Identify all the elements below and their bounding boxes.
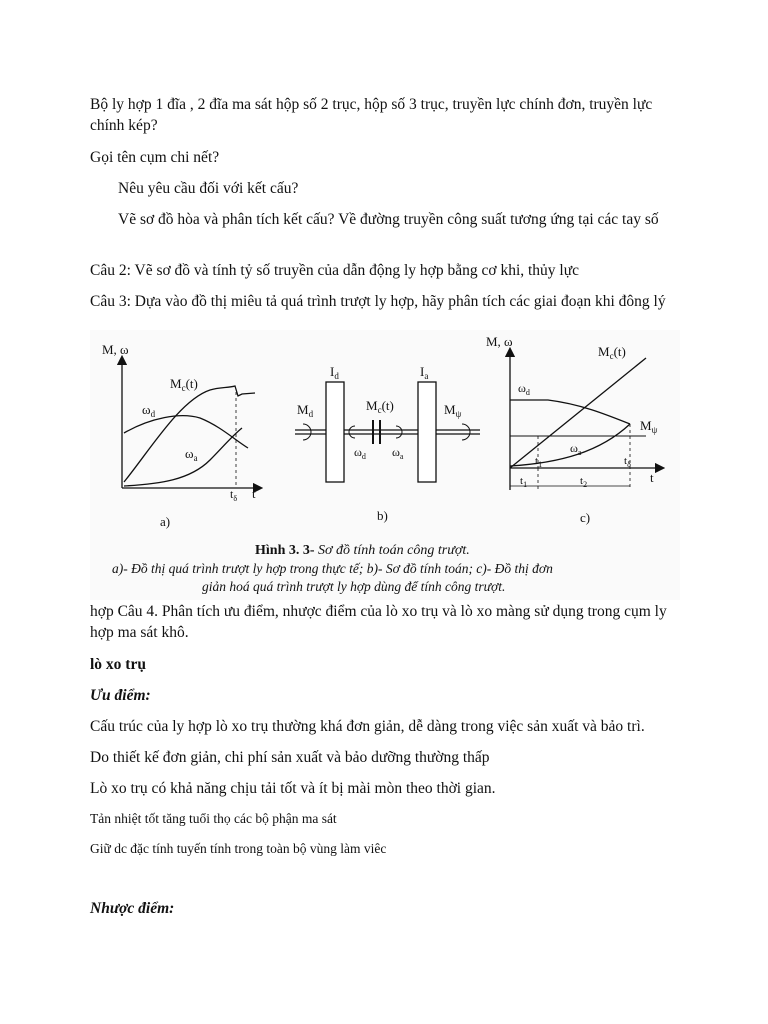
question-name-parts: Gọi tên cụm chi nết? bbox=[90, 149, 220, 166]
graph-a-wa-curve bbox=[124, 428, 242, 486]
graph-a-caption: a) bbox=[160, 514, 171, 529]
figure-caption-line1: Hình 3. 3- Sơ đồ tính toán công trượt. bbox=[255, 543, 470, 558]
graph-a-t-label: t bbox=[252, 486, 256, 501]
graph-a-ylabel: M, ω bbox=[102, 342, 129, 357]
diagram-b bbox=[295, 364, 480, 523]
heading-advantages: Ưu điểm: bbox=[90, 687, 151, 704]
question-3: Câu 3: Dựa vào đồ thị miêu tả quá trình trượt ly hợp, hãy phân tích các giai đoạn khi đông lý bbox=[90, 293, 666, 310]
graph-c-mc-label: $M_c(t)$ bbox=[598, 344, 626, 361]
question-1: Bộ ly hợp 1 đĩa , 2 đĩa ma sát hộp số 2 trục, hộp số 3 trục, truyền lực chính đơn, truyền lực chính kép? bbox=[90, 96, 653, 134]
heading-disadvantages: Nhược điểm: bbox=[90, 900, 175, 917]
graph-c-t1-label: $t_1$ bbox=[535, 455, 543, 469]
graph-c-wd-curve bbox=[510, 400, 630, 424]
graph-c-caption: c) bbox=[580, 510, 591, 525]
diagram-b-ia: $I_a$ bbox=[420, 364, 429, 381]
diagram-b-wa: $\omega_a$ bbox=[392, 445, 404, 461]
graph-a-tdelta-label: $t_\delta$ bbox=[230, 487, 238, 503]
diagram-b-mpsi: $M_\psi$ bbox=[444, 402, 462, 419]
diagram-b-wd: $\omega_d$ bbox=[354, 445, 366, 461]
graph-c-ylabel: M, ω bbox=[486, 334, 513, 349]
advantage-2: Do thiết kế đơn giản, chi phí sản xuất và bảo dưỡng thường thấp bbox=[90, 749, 490, 766]
advantage-4: Tản nhiệt tốt tăng tuổi thọ các bộ phận ma sát bbox=[90, 811, 337, 826]
graph-c bbox=[486, 334, 660, 525]
graph-a-wd-label: $\omega_d$ bbox=[142, 402, 156, 419]
graph-a bbox=[102, 342, 258, 529]
question-diagram bbox=[118, 209, 690, 230]
graph-c-span1: $t_1$ bbox=[520, 475, 528, 489]
figure-caption-line3: giản hoá quá trình trượt ly hợp dùng để tính công trượt. bbox=[202, 579, 506, 594]
advantage-1: Cấu trúc của ly hợp lò xo trụ thường khá đơn giản, dễ dàng trong việc sản xuất và bảo trì. bbox=[90, 718, 645, 735]
diagram-b-md: $M_d$ bbox=[297, 402, 314, 419]
graph-c-wa-label: $\omega_a$ bbox=[570, 441, 582, 457]
advantage-5: Giữ dc đặc tính tuyến tính trong toàn bộ vùng làm viêc bbox=[90, 841, 387, 856]
graph-a-wd-curve bbox=[124, 416, 248, 448]
graph-c-mpsi-label: $M_\psi$ bbox=[640, 418, 658, 435]
question-requirements: Nêu yêu cầu đối với kết cấu? bbox=[118, 180, 299, 197]
graph-c-span2: $t_2$ bbox=[580, 475, 588, 489]
question-diagram-text: Vẽ sơ đồ hòa và phân tích kết cấu? Về đường truyền công suất tương ứng tại các tay số bbox=[118, 211, 659, 228]
diagram-b-id-disc bbox=[326, 382, 344, 482]
figure-clutch-slip bbox=[90, 330, 680, 600]
graph-c-wd-label: $\omega_d$ bbox=[518, 381, 530, 397]
advantage-3: Lò xo trụ có khả năng chịu tải tốt và ít bị mài mòn theo thời gian. bbox=[90, 780, 496, 797]
diagram-b-mc: $M_c(t)$ bbox=[366, 398, 394, 415]
graph-a-wa-label: $\omega_a$ bbox=[185, 446, 198, 463]
graph-a-mc-label: $M_c(t)$ bbox=[170, 376, 198, 393]
diagram-b-ia-disc bbox=[418, 382, 436, 482]
figure-caption-line2: a)- Đồ thị quá trình trượt ly hợp trong thực tế; b)- Sơ đồ tính toán; c)- Đồ thị đơn bbox=[112, 561, 553, 576]
question-4: hợp Câu 4. Phân tích ưu điểm, nhược điểm của lò xo trụ và lò xo màng sử dụng trong cụm ly hợp ma sát khô. bbox=[90, 603, 667, 641]
question-2: Câu 2: Vẽ sơ đồ và tính tỷ số truyền của dẫn động ly hợp bằng cơ khi, thủy lực bbox=[90, 262, 580, 279]
graph-c-tdelta-label: $t_\delta$ bbox=[624, 455, 631, 469]
graph-c-t-label: t bbox=[650, 470, 654, 485]
diagram-b-caption: b) bbox=[377, 508, 388, 523]
heading-coil-spring: lò xo trụ bbox=[90, 656, 146, 673]
diagram-b-id: $I_d$ bbox=[330, 364, 339, 381]
